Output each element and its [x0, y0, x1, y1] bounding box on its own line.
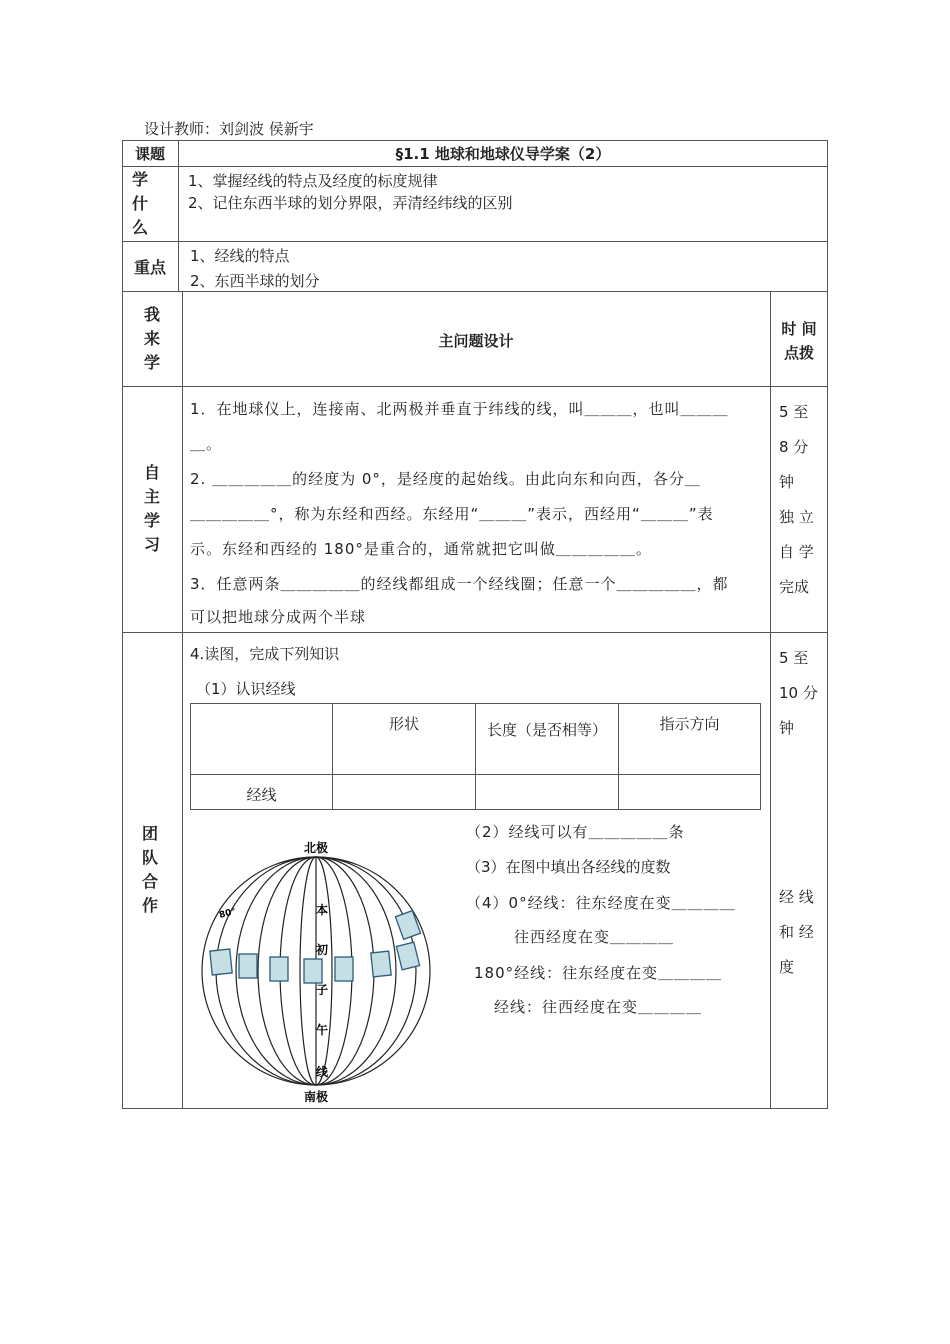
self-study-label: 自 主 学 习	[143, 463, 160, 554]
self-study-time: 5 至 8 分 钟 独 立 自 学 完成	[779, 403, 814, 596]
designer-line: 设计教师：刘剑波 侯新宇	[144, 120, 314, 138]
learn-what-item-2: 2、记住东西半球的划分界限，弄清经纬线的区别	[188, 194, 513, 212]
table-header-direction: 指示方向	[659, 715, 720, 733]
svg-text:本: 本	[315, 903, 329, 917]
globe-south-label: 南极	[303, 1090, 329, 1104]
learn-what-label: 学 什 么	[132, 170, 149, 237]
svg-text:初: 初	[315, 943, 329, 957]
key-point-item-2: 2、东西半球的划分	[190, 272, 320, 290]
main-question-heading: 主问题设计	[438, 332, 514, 350]
team-time-top: 5 至 10 分 钟	[779, 649, 818, 737]
key-points-label: 重点	[133, 258, 166, 277]
table-header-length: 长度（是否相等）	[486, 721, 607, 739]
globe-80-label: 80°	[218, 906, 238, 921]
table-header-shape: 形状	[388, 715, 419, 733]
time-heading: 时 间 点拨	[781, 320, 817, 362]
team-intro: 4.读图，完成下列知识	[190, 645, 340, 663]
topic-label: 课题	[134, 145, 165, 163]
topic-title: §1.1 地球和地球仪导学案（2）	[395, 145, 611, 163]
learn-what-item-1: 1、掌握经线的特点及经度的标度规律	[188, 172, 438, 190]
svg-text:午: 午	[315, 1023, 329, 1037]
svg-text:子: 子	[315, 983, 329, 997]
team-label: 团 队 合 作	[142, 824, 159, 915]
globe-diagram	[190, 832, 445, 1110]
svg-text:线: 线	[315, 1065, 329, 1079]
header-label: 我 来 学	[143, 305, 160, 372]
team-sub1: （1）认识经线	[196, 680, 296, 698]
table-row-label: 经线	[246, 786, 277, 804]
globe-north-label: 北极	[303, 841, 329, 855]
team-time-bottom: 经 线 和 经 度	[779, 888, 814, 976]
key-point-item-1: 1、经线的特点	[190, 247, 290, 265]
